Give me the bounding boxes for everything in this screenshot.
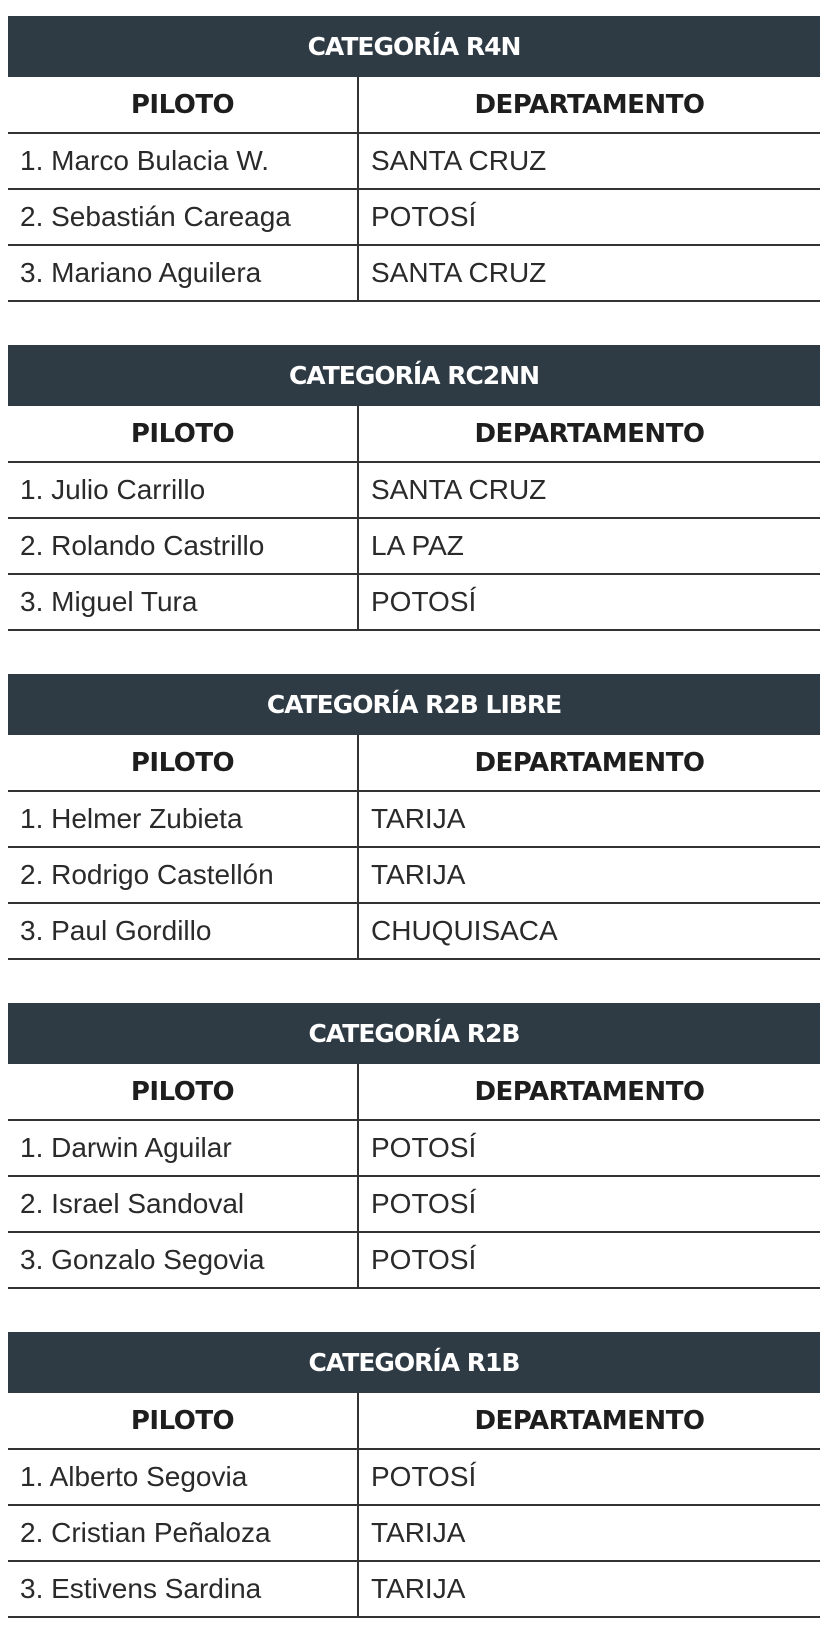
department-cell: SANTA CRUZ (358, 133, 820, 189)
table-row (8, 518, 820, 574)
table-row (8, 133, 820, 189)
category-title: CATEGORÍA R4N (8, 16, 820, 77)
pilot-header: PILOTO (8, 77, 358, 133)
department-header: DEPARTAMENTO (358, 1064, 820, 1120)
department-cell: SANTA CRUZ (358, 245, 820, 301)
pilot-cell: 2. Rodrigo Castellón (8, 847, 358, 903)
pilot-cell: 3. Mariano Aguilera (8, 245, 358, 301)
category-table (8, 1332, 820, 1618)
results-grid (8, 77, 820, 302)
department-header: DEPARTAMENTO (358, 735, 820, 791)
department-cell: SANTA CRUZ (358, 462, 820, 518)
table-row (8, 245, 820, 301)
table-row (8, 1505, 820, 1561)
table-row (8, 847, 820, 903)
pilot-cell: 3. Paul Gordillo (8, 903, 358, 959)
department-header: DEPARTAMENTO (358, 77, 820, 133)
department-cell: CHUQUISACA (358, 903, 820, 959)
pilot-cell: 1. Helmer Zubieta (8, 791, 358, 847)
header-row (8, 1393, 820, 1449)
category-title: CATEGORÍA RC2NN (8, 345, 820, 406)
pilot-header: PILOTO (8, 406, 358, 462)
category-table (8, 674, 820, 960)
category-title: CATEGORÍA R1B (8, 1332, 820, 1393)
pilot-cell: 2. Cristian Peñaloza (8, 1505, 358, 1561)
header-row (8, 77, 820, 133)
table-row (8, 903, 820, 959)
pilot-header: PILOTO (8, 1393, 358, 1449)
department-cell: POTOSÍ (358, 1120, 820, 1176)
category-table (8, 16, 820, 302)
table-row (8, 1120, 820, 1176)
pilot-cell: 3. Miguel Tura (8, 574, 358, 630)
table-row (8, 1449, 820, 1505)
category-title: CATEGORÍA R2B (8, 1003, 820, 1064)
department-cell: POTOSÍ (358, 574, 820, 630)
department-cell: TARIJA (358, 847, 820, 903)
table-row (8, 189, 820, 245)
results-grid (8, 1393, 820, 1618)
pilot-cell: 1. Marco Bulacia W. (8, 133, 358, 189)
pilot-header: PILOTO (8, 1064, 358, 1120)
results-grid (8, 1064, 820, 1289)
table-row (8, 574, 820, 630)
header-row (8, 735, 820, 791)
table-row (8, 1232, 820, 1288)
table-row (8, 791, 820, 847)
pilot-cell: 3. Gonzalo Segovia (8, 1232, 358, 1288)
table-row (8, 462, 820, 518)
results-grid (8, 735, 820, 960)
department-cell: POTOSÍ (358, 1176, 820, 1232)
department-cell: TARIJA (358, 1561, 820, 1617)
department-cell: POTOSÍ (358, 1232, 820, 1288)
pilot-cell: 1. Julio Carrillo (8, 462, 358, 518)
pilot-cell: 2. Israel Sandoval (8, 1176, 358, 1232)
table-row (8, 1176, 820, 1232)
category-title: CATEGORÍA R2B LIBRE (8, 674, 820, 735)
department-cell: TARIJA (358, 791, 820, 847)
department-cell: LA PAZ (358, 518, 820, 574)
pilot-cell: 2. Sebastián Careaga (8, 189, 358, 245)
pilot-cell: 1. Alberto Segovia (8, 1449, 358, 1505)
category-table (8, 1003, 820, 1289)
pilot-header: PILOTO (8, 735, 358, 791)
header-row (8, 406, 820, 462)
pilot-cell: 1. Darwin Aguilar (8, 1120, 358, 1176)
pilot-cell: 3. Estivens Sardina (8, 1561, 358, 1617)
results-grid (8, 406, 820, 631)
department-cell: POTOSÍ (358, 189, 820, 245)
category-table (8, 345, 820, 631)
department-cell: POTOSÍ (358, 1449, 820, 1505)
department-header: DEPARTAMENTO (358, 406, 820, 462)
department-cell: TARIJA (358, 1505, 820, 1561)
header-row (8, 1064, 820, 1120)
pilot-cell: 2. Rolando Castrillo (8, 518, 358, 574)
department-header: DEPARTAMENTO (358, 1393, 820, 1449)
table-row (8, 1561, 820, 1617)
